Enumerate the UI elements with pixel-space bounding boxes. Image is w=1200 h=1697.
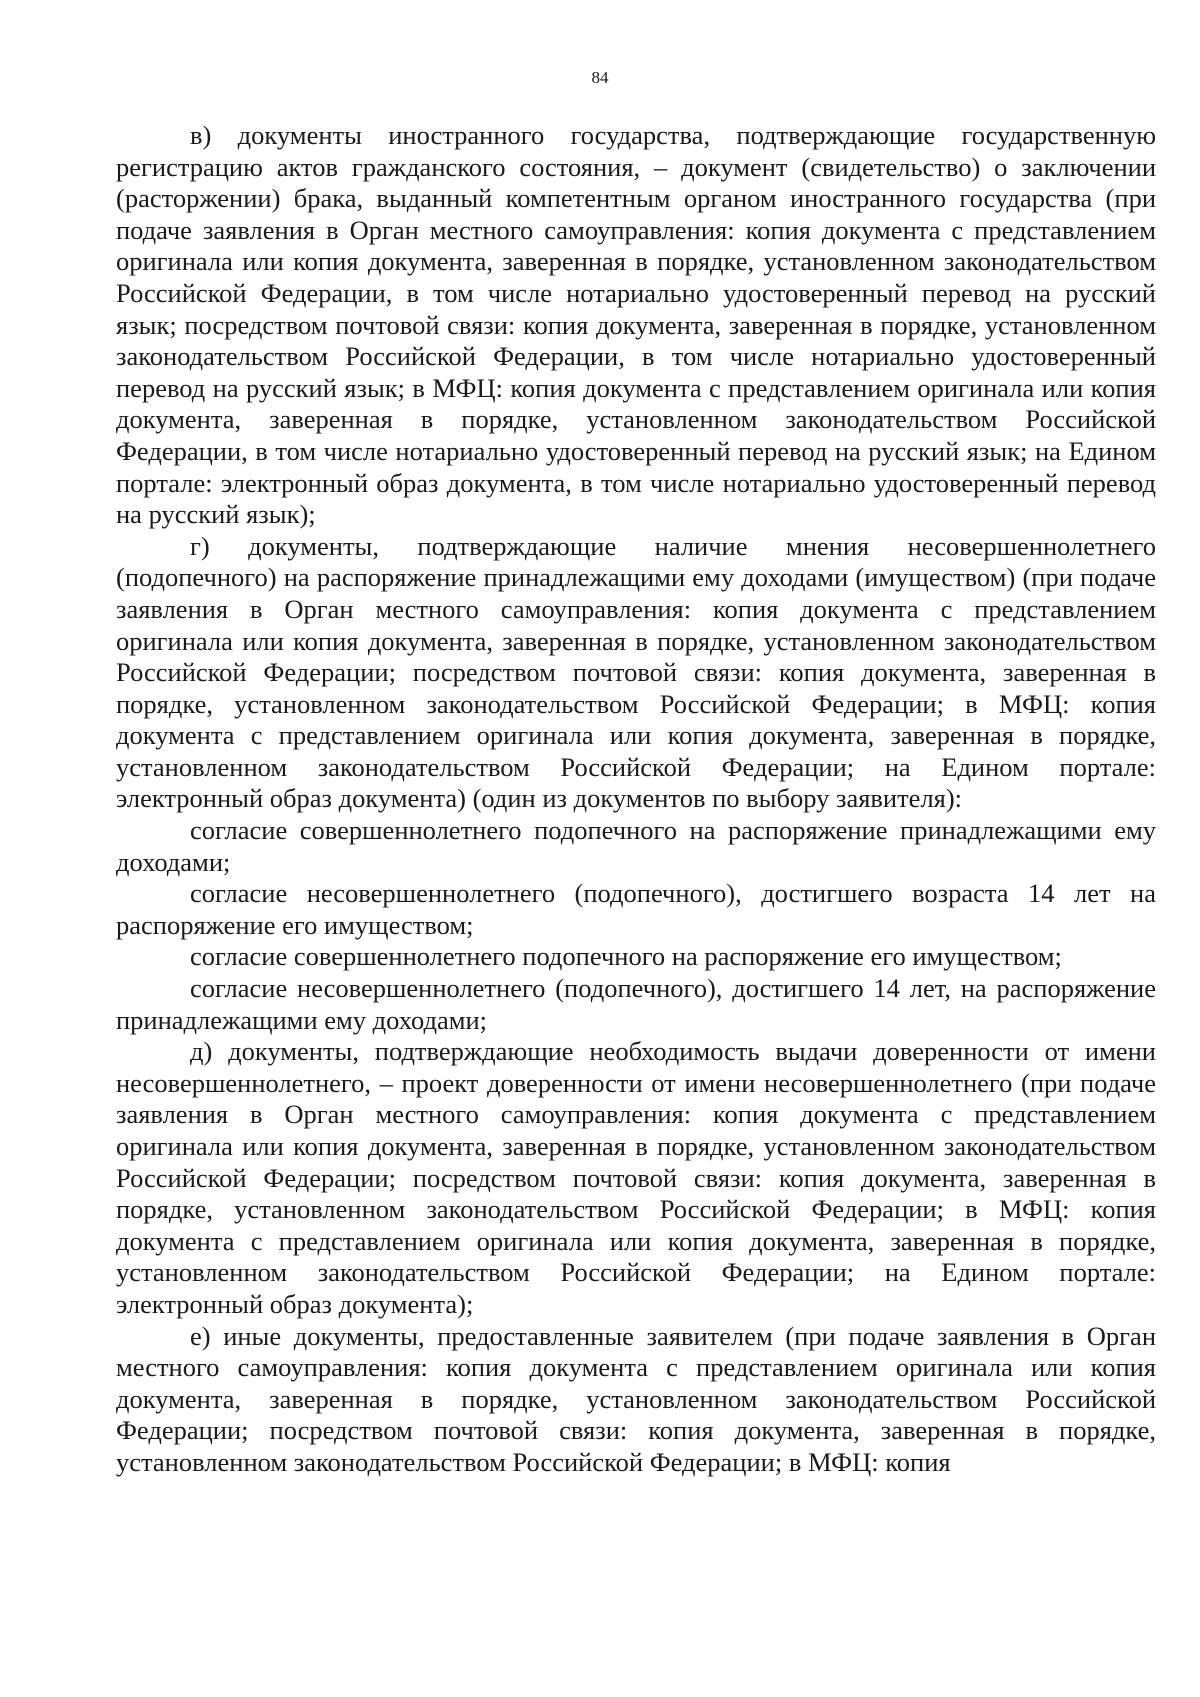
list-item-consent-adult-income: согласие совершеннолетнего подопечного на распоряжение принадлежащими ему доходами; — [116, 815, 1156, 877]
paragraph-g-minor-opinion: г) документы, подтверждающие наличие мнения несовершеннолетнего (подопечного) на распоряжение принадлежащими ему доходами (имуществом) (при подаче заявления в Орган местного самоуправления: копия документа с представлением оригинала или копия документа, заверенная в порядке, установленном законодательством Российской Федерации; посредством почтовой связи: копия документа, заверенная в порядке, установленном законодательством Российской Федерации; в МФЦ: копия документа с представлением оригинала или копия документа, заверенная в порядке, установленном законодательством Российской Федерации; на Едином портале: электронный образ документа) (один из документов по выбору заявителя): — [116, 530, 1156, 814]
body-text — [116, 120, 1156, 1479]
list-item-consent-minor-property: согласие несовершеннолетнего (подопечного), достигшего возраста 14 лет на распоряжение его имуществом; — [116, 878, 1156, 940]
page-number: 84 — [591, 68, 609, 87]
paragraph-e-other-documents: е) иные документы, предоставленные заявителем (при подаче заявления в Орган местного самоуправления: копия документа с представлением оригинала или копия документа, заверенная в порядке, установленном законодательством Российской Федерации; посредством почтовой связи: копия документа, заверенная в порядке, установленном законодательством Российской Федерации; в МФЦ: копия — [116, 1320, 1156, 1477]
paragraph-v-foreign-documents: в) документы иностранного государства, подтверждающие государственную регистрацию актов гражданского состояния, – документ (свидетельство) о заключении (расторжении) брака, выданный компетентным органом иностранного государства (при подаче заявления в Орган местного самоуправления: копия документа с представлением оригинала или копия документа, заверенная в порядке, установленном законодательством Российской Федерации, в том числе нотариально удостоверенный перевод на русский язык; посредством почтовой связи: копия документа, заверенная в порядке, установленном законодательством Российской Федерации, в том числе нотариально удостоверенный перевод на русский язык; в МФЦ: копия документа с представлением оригинала или копия документа, заверенная в порядке, установленном законодательством Российской Федерации, в том числе нотариально удостоверенный перевод на русский язык; на Едином портале: электронный образ документа, в том числе нотариально удостоверенный перевод на русский язык); — [116, 120, 1156, 530]
list-item-consent-adult-property: согласие совершеннолетнего подопечного на распоряжение его имуществом; — [190, 941, 1062, 972]
list-item-consent-minor-income: согласие несовершеннолетнего (подопечного), достигшего 14 лет, на распоряжение принадлежащими ему доходами; — [116, 973, 1156, 1035]
paragraph-d-power-of-attorney: д) документы, подтверждающие необходимость выдачи доверенности от имени несовершеннолетнего, – проект доверенности от имени несовершеннолетнего (при подаче заявления в Орган местного самоуправления: копия документа с представлением оригинала или копия документа, заверенная в порядке, установленном законодательством Российской Федерации; посредством почтовой связи: копия документа, заверенная в порядке, установленном законодательством Российской Федерации; в МФЦ: копия документа с представлением оригинала или копия документа, заверенная в порядке, установленном законодательством Российской Федерации; на Едином портале: электронный образ документа); — [116, 1036, 1156, 1319]
